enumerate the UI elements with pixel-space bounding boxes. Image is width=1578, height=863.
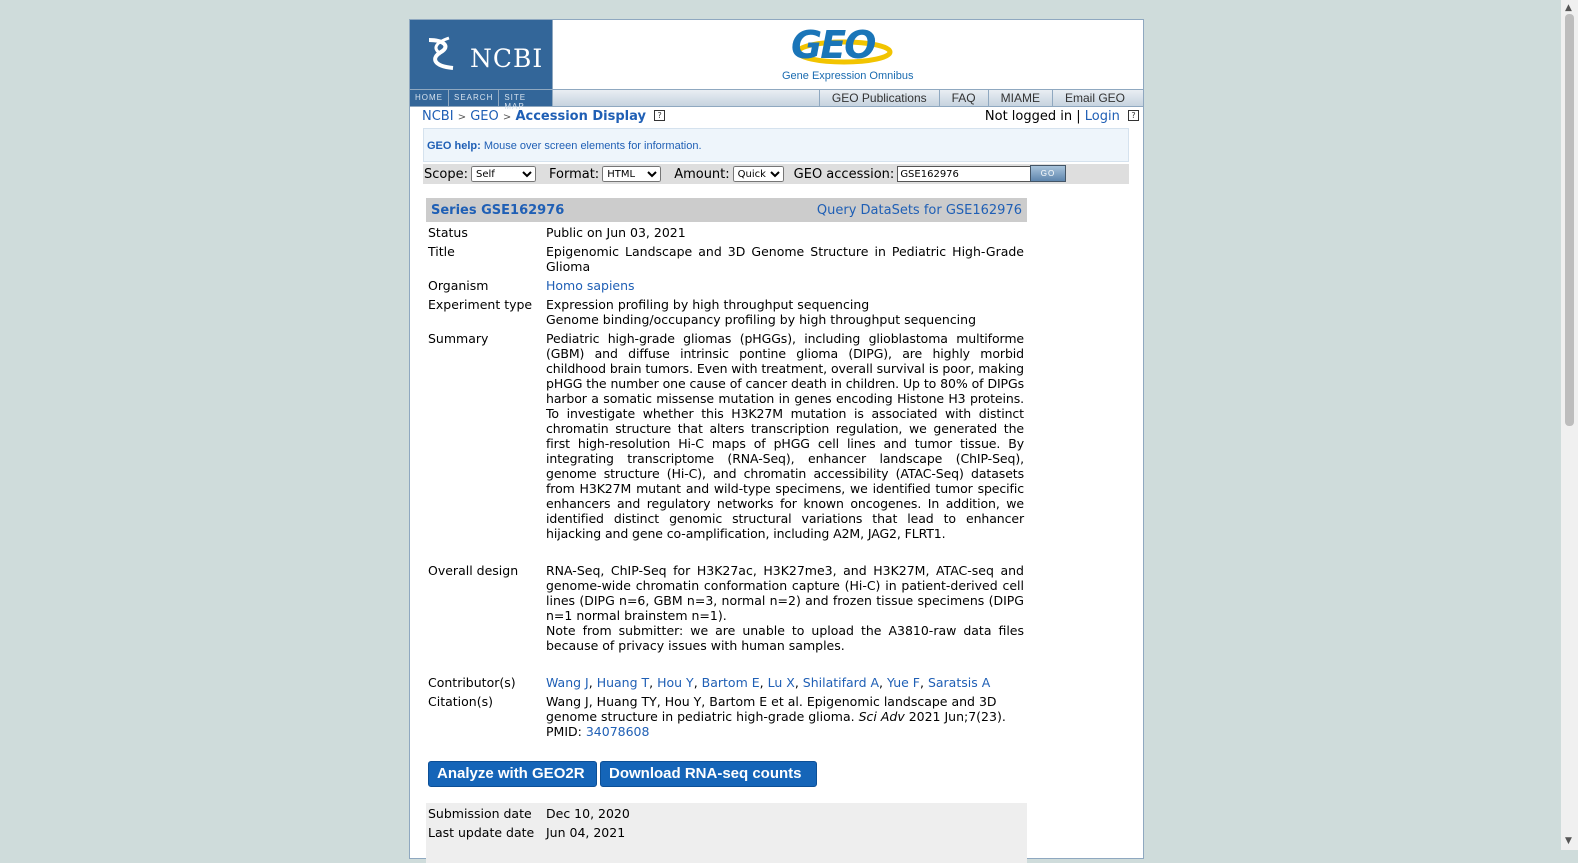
geo-logo-subtitle: Gene Expression Omnibus	[782, 70, 914, 82]
contributor-link[interactable]: Wang J	[546, 675, 589, 690]
scope-label: Scope:	[424, 166, 468, 182]
geo-logo[interactable]	[553, 20, 1143, 89]
scroll-down-icon[interactable]: ▼	[1565, 836, 1572, 846]
series-id: Series GSE162976	[431, 203, 565, 218]
scrollbar-thumb[interactable]	[1565, 14, 1574, 426]
organism-label: Organism	[428, 278, 489, 293]
citation-tail: 2021 Jun;7(23).	[908, 709, 1006, 724]
format-label: Format:	[548, 166, 600, 182]
contributor-link[interactable]: Hou Y	[657, 675, 694, 690]
accession-input[interactable]	[897, 166, 1039, 182]
contributor-link[interactable]: Yue F	[887, 675, 920, 690]
geo-nav	[819, 90, 1137, 106]
experiment-type-2: Genome binding/occupancy profiling by high throughput sequencing	[546, 312, 977, 327]
breadcrumb	[422, 109, 665, 124]
help-icon[interactable]: ?	[654, 110, 665, 121]
ncbi-logo-text: NCBI	[470, 44, 544, 73]
nav-faq-link[interactable]: FAQ	[939, 90, 988, 106]
experiment-type-1: Expression profiling by high throughput sequencing	[546, 297, 870, 312]
contributor-link[interactable]: Saratsis A	[927, 675, 991, 690]
title-value: Epigenomic Landscape and 3D Genome Structure in Pediatric High-Grade Glioma	[546, 244, 1024, 274]
nav-email-geo-link[interactable]: Email GEO	[1052, 90, 1137, 106]
login-area	[985, 109, 1139, 124]
contributor-link[interactable]: Shilatifard A	[802, 675, 880, 690]
login-link[interactable]: Login	[1084, 109, 1120, 124]
download-rnaseq-counts-button[interactable]: Download RNA-seq counts	[600, 761, 817, 787]
amount-label: Amount:	[674, 166, 730, 182]
breadcrumb-separator: >	[502, 112, 512, 123]
amount-select[interactable]	[733, 166, 784, 182]
geo-help-text: Mouse over screen elements for information.	[483, 140, 702, 152]
query-bar	[423, 164, 1129, 184]
login-help-icon[interactable]: ?	[1128, 110, 1139, 121]
submission-date-label: Submission date	[428, 806, 532, 821]
contributors-label: Contributor(s)	[428, 675, 516, 690]
submission-date-value: Dec 10, 2020	[546, 806, 630, 821]
breadcrumb-current: Accession Display	[515, 109, 646, 124]
login-status: Not logged in	[984, 109, 1073, 124]
scope-select[interactable]	[471, 166, 536, 182]
page-frame	[409, 19, 1144, 859]
pmid-label: PMID:	[546, 724, 582, 739]
query-datasets-link[interactable]: Query DataSets for GSE162976	[816, 203, 1022, 218]
geo-help-box	[423, 128, 1129, 162]
geo-help-label: GEO help:	[427, 140, 481, 152]
overall-design-label: Overall design	[428, 563, 519, 578]
vertical-scrollbar[interactable]	[1561, 0, 1578, 850]
nav-bar	[410, 89, 1143, 111]
citation-text: Wang J, Huang TY, Hou Y, Bartom E et al. Epigenomic landscape and 3D genome structure in pediatric high-grade glioma.	[546, 694, 997, 724]
citations-label: Citation(s)	[428, 694, 493, 709]
contributor-link[interactable]: Lu X	[767, 675, 795, 690]
last-update-label: Last update date	[428, 825, 535, 840]
last-update-value: Jun 04, 2021	[546, 825, 626, 840]
status-value: Public on Jun 03, 2021	[546, 225, 686, 240]
contributor-link[interactable]: Huang T	[596, 675, 650, 690]
nav-sitemap-link[interactable]: SITE MAP	[499, 90, 553, 106]
ncbi-logo[interactable]	[410, 20, 553, 89]
experiment-type-label: Experiment type	[428, 297, 533, 312]
title-label: Title	[428, 244, 455, 259]
accession-label: GEO accession:	[793, 166, 895, 182]
citation-value	[546, 694, 1016, 739]
format-select[interactable]	[602, 166, 661, 182]
breadcrumb-geo[interactable]: GEO	[470, 109, 499, 124]
series-header	[426, 198, 1027, 222]
ncbi-helix-icon	[423, 34, 459, 74]
summary-label: Summary	[428, 331, 489, 346]
overall-design-2: Note from submitter: we are unable to upload the A3810-raw data files because of privacy issues with human samples.	[546, 623, 1024, 653]
contributor-link[interactable]: Bartom E	[701, 675, 760, 690]
breadcrumb-ncbi[interactable]: NCBI	[422, 109, 454, 124]
pmid-link[interactable]: 34078608	[585, 724, 650, 739]
nav-geo-publications-link[interactable]: GEO Publications	[819, 90, 939, 106]
scroll-up-icon[interactable]: ▲	[1565, 3, 1572, 13]
nav-search-link[interactable]: SEARCH	[449, 90, 499, 106]
citation-journal: Sci Adv	[858, 709, 905, 724]
ncbi-nav	[410, 90, 553, 111]
status-label: Status	[428, 225, 468, 240]
nav-home-link[interactable]: HOME	[410, 90, 449, 106]
summary-value: Pediatric high-grade gliomas (pHGGs), including glioblastoma multiforme (GBM) and diffuse intrinsic pontine glioma (DIPG), are highly morbid childhood brain tumors. Even with treatment, overall survival is poor, making pHGG the number one cause of cancer death in children. Up to 80% of DIPGs harbor a somatic missense mutation in genes encoding Histone H3 proteins. To investigate whether this H3K27M mutation is associated with distinct chromatin structure that alters transcription regulation, we generated the first high-resolution Hi-C maps of pHGG cell lines and tumor tissue. By integrating transcriptome (RNA-Seq), enhancer landscape (ChIP-Seq), genome structure (Hi-C), and chromatin accessibility (ATAC-Seq) datasets from H3K27M mutant and wild-type specimens, we identified tumor specific enhancers and regulatory networks for known oncogenes. In addition, we identified distinct genomic structural variations that lead to enhancer hijacking and gene co-amplification, including A2M, JAG2, FLRT1.	[546, 331, 1024, 541]
organism-link[interactable]: Homo sapiens	[546, 278, 635, 293]
geo-logo-text: GEO	[791, 23, 875, 67]
analyze-geo2r-button[interactable]: Analyze with GEO2R	[428, 761, 597, 787]
nav-miame-link[interactable]: MIAME	[988, 90, 1052, 106]
contributors-list: Wang J, Huang T, Hou Y, Bartom E, Lu X, Shilatifard A, Yue F, Saratsis A	[546, 675, 991, 690]
breadcrumb-separator: >	[457, 112, 467, 123]
go-button[interactable]: GO	[1030, 165, 1066, 182]
login-divider: |	[1076, 109, 1081, 124]
overall-design-1: RNA-Seq, ChIP-Seq for H3K27ac, H3K27me3, and H3K27M, ATAC-seq and genome-wide chromatin conformation capture (Hi-C) in patient-derived cell lines (DIPG n=6, GBM n=3, normal n=2) and frozen tissue specimens (DIPG n=1 normal brainstem n=1).	[546, 563, 1024, 623]
